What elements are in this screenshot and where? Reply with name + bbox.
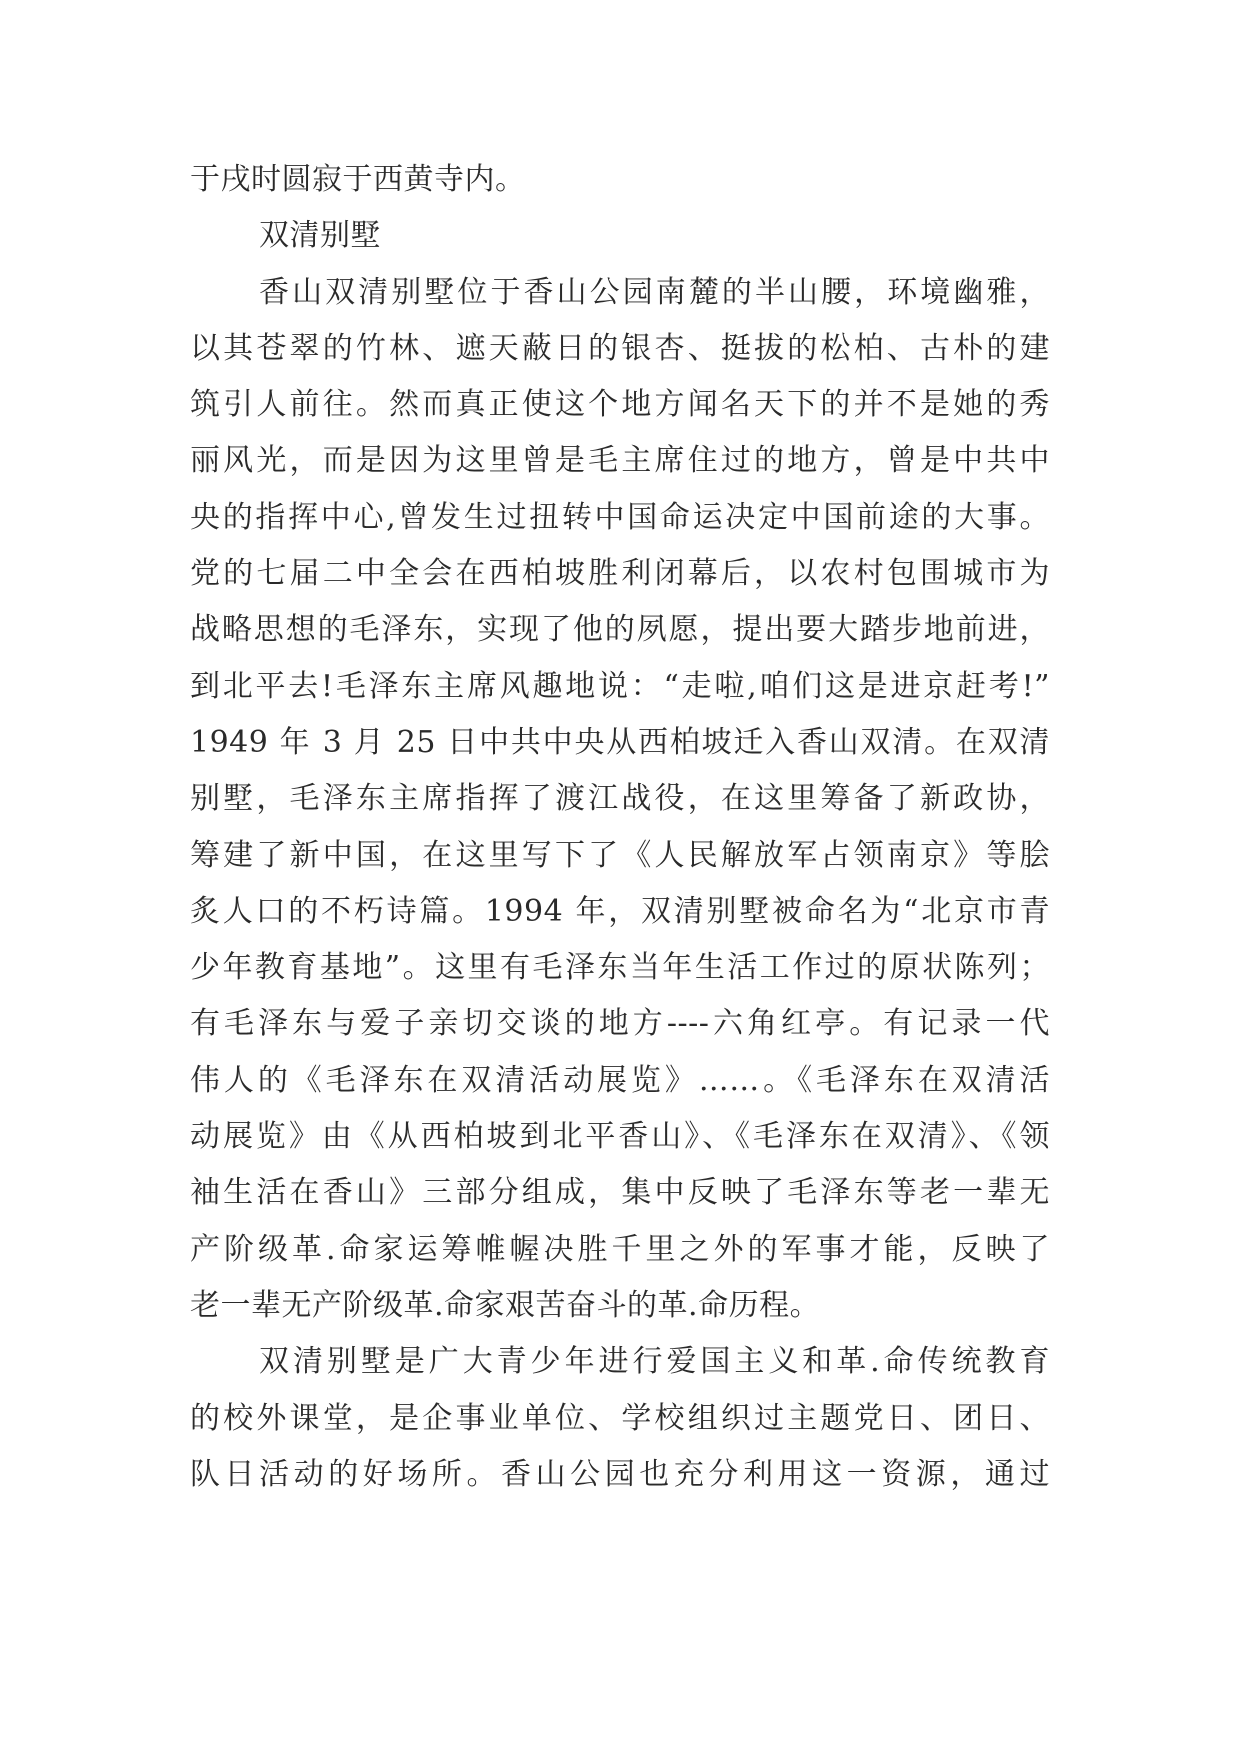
text-line: 的校外课堂，是企事业单位、学校组织过主题党日、团日、 — [190, 1400, 1050, 1436]
text-line: 队日活动的好场所。香山公园也充分利用这一资源，通过 — [190, 1456, 1050, 1492]
text-line: 筹建了新中国，在这里写下了《人民解放军占领南京》等脍 — [190, 837, 1050, 873]
text-line: 央的指挥中心,曾发生过扭转中国命运决定中国前途的大事。 — [190, 499, 1050, 535]
text-line: 1949 年 3 月 25 日中共中央从西柏坡迁入香山双清。在双清 — [190, 724, 1050, 760]
text-line: 别墅，毛泽东主席指挥了渡江战役，在这里筹备了新政协， — [190, 781, 1050, 817]
section-heading: 双清别墅 — [259, 218, 381, 254]
text-line: 有毛泽东与爱子亲切交谈的地方----六角红亭。有记录一代 — [190, 1006, 1050, 1042]
text-line: 筑引人前往。然而真正使这个地方闻名天下的并不是她的秀 — [190, 387, 1050, 423]
text-line: 产阶级革.命家运筹帷幄决胜千里之外的军事才能，反映了 — [190, 1231, 1050, 1267]
text-line: 到北平去!毛泽东主席风趣地说：“走啦,咱们这是进京赶考!” — [190, 668, 1050, 704]
text-line: 动展览》由《从西柏坡到北平香山》、《毛泽东在双清》、《领 — [190, 1119, 1050, 1155]
text-line: 炙人口的不朽诗篇。1994 年，双清别墅被命名为“北京市青 — [190, 893, 1050, 929]
text-line: 党的七届二中全会在西柏坡胜利闭幕后，以农村包围城市为 — [190, 556, 1050, 592]
text-line: 于戌时圆寂于西黄寺内。 — [190, 162, 526, 197]
text-line: 少年教育基地”。这里有毛泽东当年生活工作过的原状陈列； — [190, 950, 1050, 986]
text-line: 伟人的《毛泽东在双清活动展览》……。《毛泽东在双清活 — [190, 1062, 1050, 1098]
text-line: 袖生活在香山》三部分组成，集中反映了毛泽东等老一辈无 — [190, 1175, 1050, 1211]
text-line: 香山双清别墅位于香山公园南麓的半山腰，环境幽雅， — [259, 274, 1050, 310]
text-line: 丽风光，而是因为这里曾是毛主席住过的地方，曾是中共中 — [190, 443, 1050, 479]
text-line: 双清别墅是广大青少年进行爱国主义和革.命传统教育 — [259, 1344, 1050, 1380]
document-body — [190, 162, 1050, 1513]
text-line: 战略思想的毛泽东，实现了他的夙愿，提出要大踏步地前进， — [190, 612, 1050, 648]
text-line: 以其苍翠的竹林、遮天蔽日的银杏、挺拔的松柏、古朴的建 — [190, 330, 1050, 366]
text-line: 老一辈无产阶级革.命家艰苦奋斗的革.命历程。 — [190, 1287, 821, 1323]
